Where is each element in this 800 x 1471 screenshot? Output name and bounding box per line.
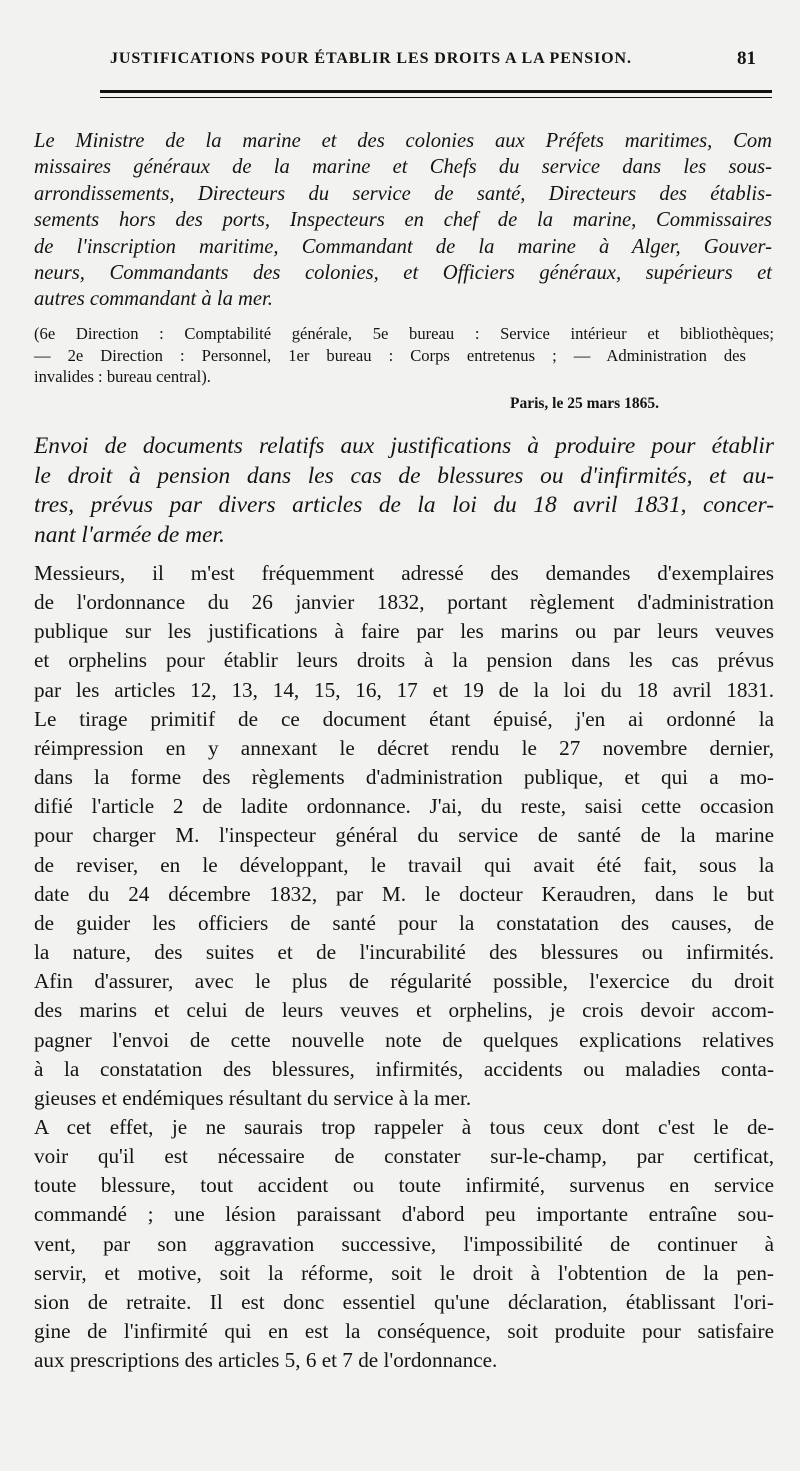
running-head: [110, 48, 760, 72]
address-line: de l'inscription maritime, Commandant de la marine à Alger, Gouver-: [34, 235, 772, 258]
address-line: Le Ministre de la marine et des colonies aux Préfets maritimes, Com: [34, 130, 772, 152]
direction-line: (6e Direction : Comptabilité générale, 5e bureau : Service intérieur et bibliothèques;: [34, 324, 774, 343]
body-line: Le tirage primitif de ce document étant épuisé, j'en ai ordonné la: [34, 706, 774, 731]
address-block: [34, 128, 774, 313]
subject-block: [34, 432, 774, 550]
body-line: vent, par son aggravation successive, l'impossibilité de continuer à: [34, 1231, 774, 1256]
body-line: publique sur les justifications à faire par les marins ou par leurs veuves: [34, 619, 774, 644]
direction-line: invalides : bureau central).: [34, 367, 211, 386]
subject-line: le droit à pension dans les cas de blessures ou d'infirmités, et au-: [34, 462, 774, 489]
address-line: sements hors des ports, Inspecteurs en chef de la marine, Commissaires: [34, 209, 772, 232]
body-line: gieuses et endémiques résultant du service à la mer.: [34, 1085, 472, 1110]
body-line: par les articles 12, 13, 14, 15, 16, 17 et 19 de la loi du 18 avril 1831.: [34, 677, 774, 702]
date-line: Paris, le 25 mars 1865.: [510, 395, 659, 412]
body-line: Messieurs, il m'est fréquemment adressé des demandes d'exemplaires: [34, 561, 774, 585]
body-line: gine de l'infirmité qui en est la conséquence, soit produite pour satisfaire: [34, 1319, 774, 1344]
directions-block: [34, 323, 774, 388]
body-line: Afin d'assurer, avec le plus de régularité possible, l'exercice du droit: [34, 969, 774, 994]
running-title: JUSTIFICATIONS POUR ÉTABLIR LES DROITS A LA PENSION.: [110, 50, 632, 67]
address-line: arrondissements, Directeurs du service de santé, Directeurs des établis-: [34, 182, 772, 205]
page-number: 81: [737, 48, 756, 69]
address-line: missaires généraux de la marine et Chefs du service dans les sous-: [34, 156, 772, 179]
body-line: de guider les officiers de santé pour la constatation des causes, de: [34, 910, 774, 935]
body-line: des marins et celui de leurs veuves et orphelins, je crois devoir accom-: [34, 998, 774, 1023]
header-rule-thin: [100, 97, 772, 98]
subject-line: nant l'armée de mer.: [34, 521, 225, 548]
body-line: à la constatation des blessures, infirmités, accidents ou maladies conta-: [34, 1056, 774, 1081]
body-line: voir qu'il est nécessaire de constater sur-le-champ, par certificat,: [34, 1144, 774, 1169]
body-line: et orphelins pour établir leurs droits à la pension dans les cas prévus: [34, 648, 774, 673]
body-line: toute blessure, tout accident ou toute infirmité, survenus en service: [34, 1173, 774, 1198]
body-line: date du 24 décembre 1832, par M. le docteur Keraudren, dans le but: [34, 881, 774, 906]
body-line: servir, et motive, soit la réforme, soit le droit à l'obtention de la pen-: [34, 1260, 774, 1285]
body-line: de reviser, en le développant, le travail qui avait été fait, sous la: [34, 852, 774, 877]
body-line: dans la forme des règlements d'administration publique, et qui a mo-: [34, 765, 774, 790]
body-text: [34, 559, 774, 1375]
body-line: commandé ; une lésion paraissant d'abord peu importante entraîne sou-: [34, 1202, 774, 1227]
body-line: pour charger M. l'inspecteur général du service de santé de la marine: [34, 823, 774, 848]
body-line: A cet effet, je ne saurais trop rappeler à tous ceux dont c'est le de-: [34, 1114, 774, 1139]
body-line: pagner l'envoi de cette nouvelle note de quelques explications relatives: [34, 1027, 774, 1052]
body-line: réimpression en y annexant le décret rendu le 27 novembre dernier,: [34, 735, 774, 760]
address-line: autres commandant à la mer.: [34, 288, 273, 311]
body-line: la nature, des suites et de l'incurabilité des blessures ou infirmités.: [34, 940, 774, 965]
body-line: de l'ordonnance du 26 janvier 1832, portant règlement d'administration: [34, 590, 774, 615]
body-line: difié l'article 2 de ladite ordonnance. J'ai, du reste, saisi cette occasion: [34, 794, 774, 819]
body-line: sion de retraite. Il est donc essentiel qu'une déclaration, établissant l'ori-: [34, 1289, 774, 1314]
header-rule-thick: [100, 90, 772, 93]
subject-line: tres, prévus par divers articles de la loi du 18 avril 1831, concer-: [34, 492, 774, 518]
body-line: aux prescriptions des articles 5, 6 et 7 de l'ordonnance.: [34, 1348, 498, 1373]
direction-line: — 2e Direction : Personnel, 1er bureau : Corps entretenus ; — Administration des: [34, 345, 746, 365]
subject-line: Envoi de documents relatifs aux justifications à produire pour établir: [34, 433, 774, 459]
address-line: neurs, Commandants des colonies, et Officiers généraux, supérieurs et: [34, 262, 772, 285]
